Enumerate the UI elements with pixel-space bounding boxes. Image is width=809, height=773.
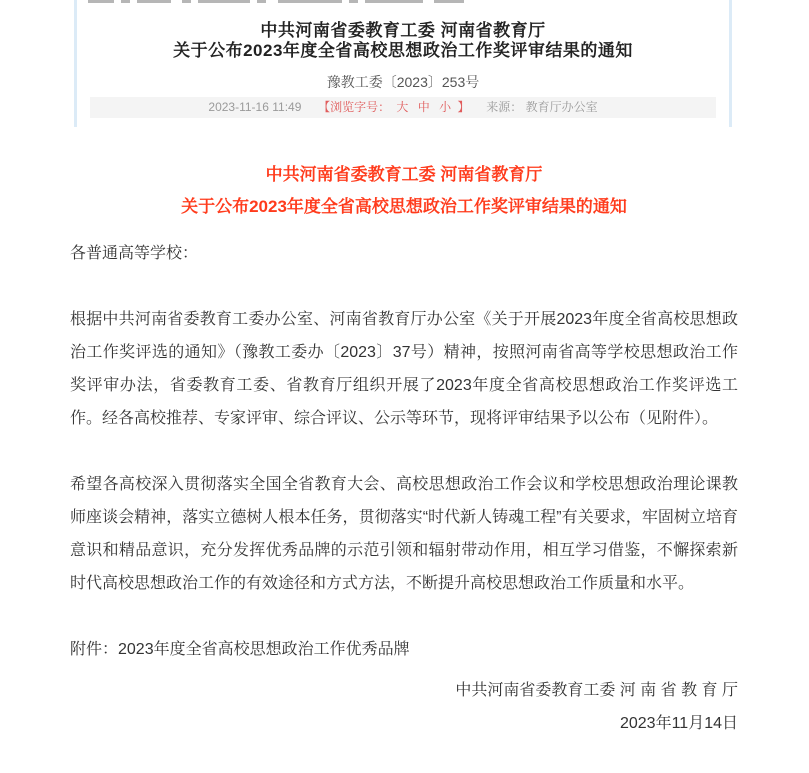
source-label: 来源： [486, 100, 523, 114]
paragraph-1: 根据中共河南省委教育工委办公室、河南省教育厅办公室《关于开展2023年度全省高校思想政治工作奖评选的通知》（豫教工委办〔2023〕37号）精神，按照河南省高等学校思想政治工作奖评审办法，省委教育工委、省教育厅组织开展了2023年度全省高校思想政治工作奖评选工作。经各高校推荐、专家评审、综合评议、公示等环节，现将评审结果予以公布（见附件）。 [70, 311, 738, 427]
signature-date: 2023年11月14日 [619, 715, 738, 732]
signature-org: 中共河南省委教育工委 河 南 省 教 育 厅 [455, 682, 738, 699]
salutation: 各普通高等学校： [70, 245, 199, 262]
font-size-medium-button[interactable]: 中 [417, 100, 430, 114]
document-number: 豫教工委〔2023〕253号 [326, 74, 480, 90]
publish-datetime: 2023-11-16 11:49 [208, 100, 302, 114]
header-title-line1: 中共河南省委教育工委 河南省教育厅 [260, 21, 546, 40]
font-size-label-close: 】 [457, 100, 470, 114]
meta-bar [90, 97, 716, 118]
header-title [77, 21, 729, 61]
attachment-line: 附件：2023年度全省高校思想政治工作优秀品牌 [70, 641, 410, 658]
font-size-label-open: 【浏览字号： [318, 100, 391, 114]
article-header-card [74, 0, 732, 127]
font-size-large-button[interactable]: 大 [396, 100, 409, 114]
header-title-line2: 关于公布2023年度全省高校思想政治工作奖评审结果的通知 [173, 41, 633, 60]
document-title [70, 159, 738, 223]
font-size-small-button[interactable]: 小 [439, 100, 452, 114]
document-body [0, 127, 809, 740]
paragraph-2: 希望各高校深入贯彻落实全国全省教育大会、高校思想政治工作会议和学校思想政治理论课教师座谈会精神，落实立德树人根本任务，贯彻落实“时代新人铸魂工程”有关要求，牢固树立培育意识和精品意识，充分发挥优秀品牌的示范引领和辐射带动作用，相互学习借鉴，不懈探索新时代高校思想政治工作的有效途径和方式方法，不断提升高校思想政治工作质量和水平。 [70, 476, 738, 592]
breadcrumb-clipped-strip [88, 0, 508, 4]
signature-block [70, 674, 738, 740]
document-title-line1: 中共河南省委教育工委 河南省教育厅 [265, 165, 543, 184]
source-value: 教育厅办公室 [525, 100, 598, 114]
document-title-line2: 关于公布2023年度全省高校思想政治工作奖评审结果的通知 [181, 197, 627, 216]
